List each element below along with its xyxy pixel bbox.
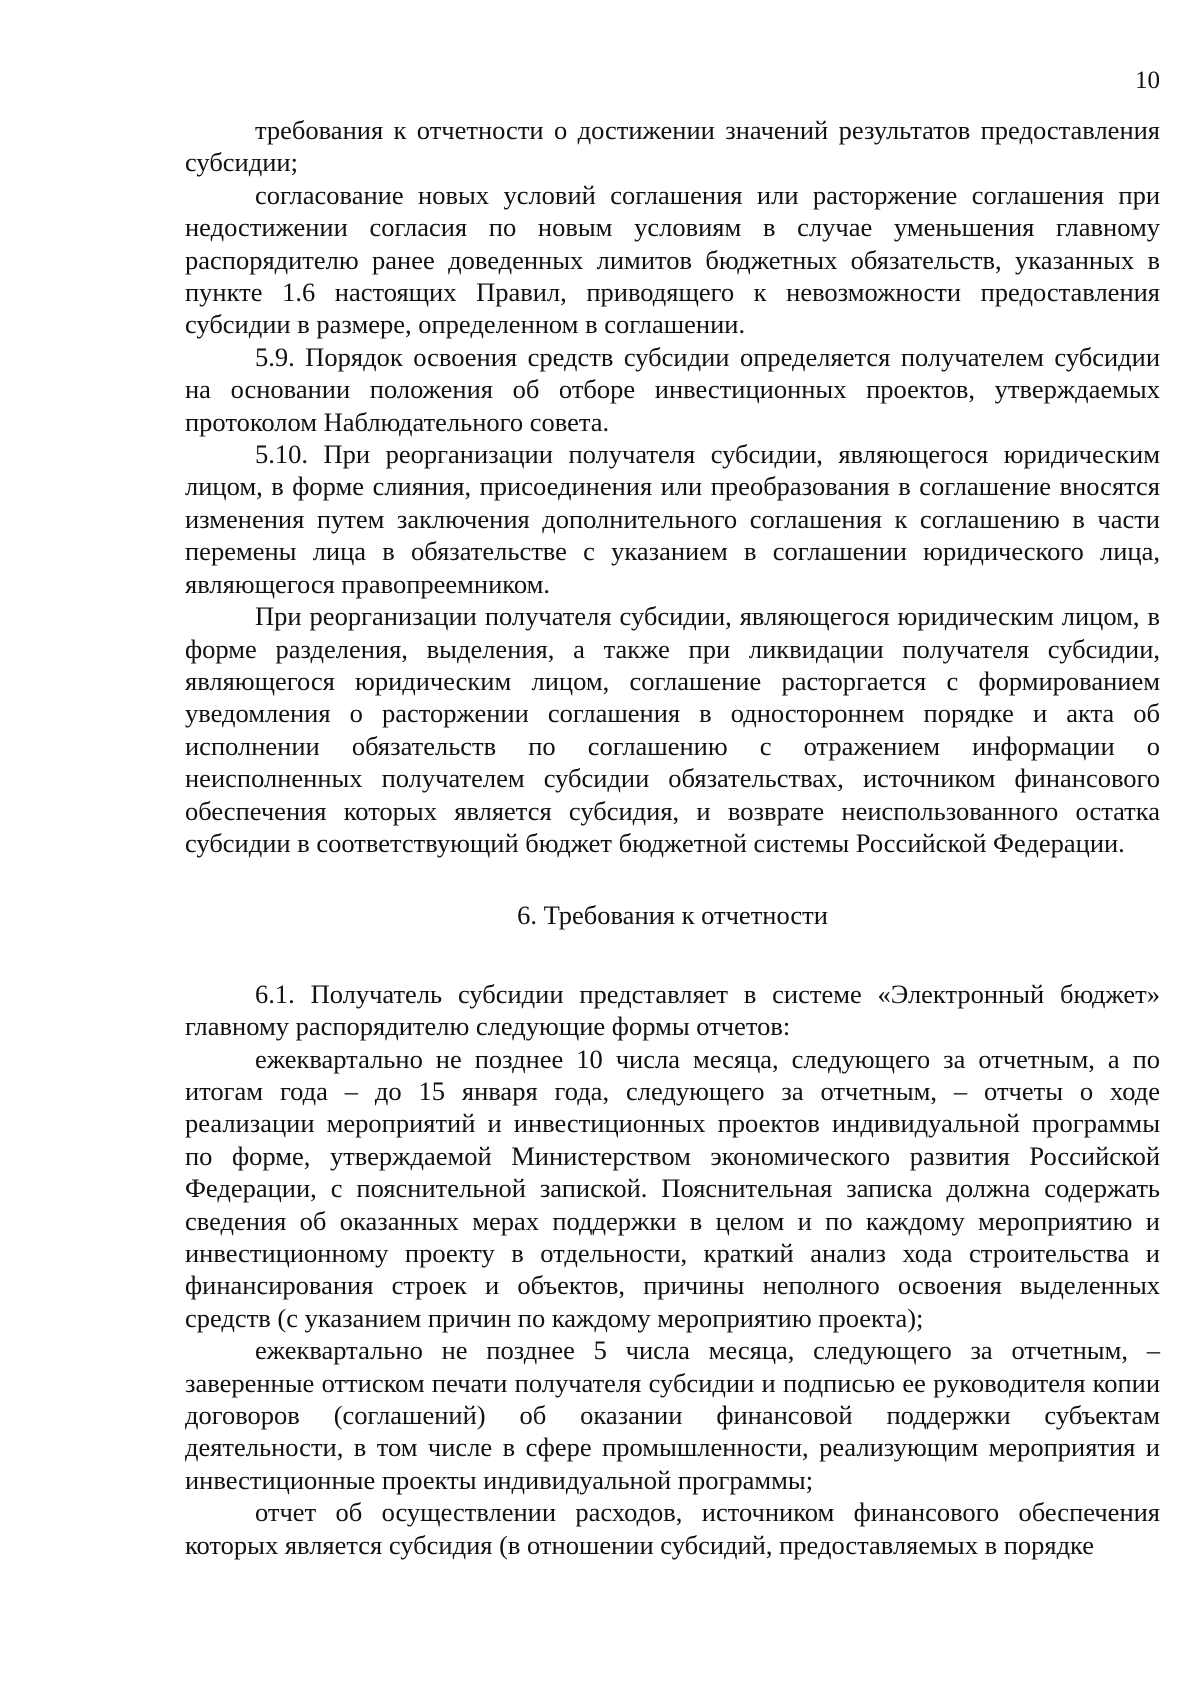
paragraph: согласование новых условий соглашения или расторжение соглашения при недостижении согласия по новым условиям в случае уменьшения главному распорядителю ранее доведенных лимитов бюджетных обязательств, указанных в пункте 1.6 настоящих Правил, приводящего к невозможности предоставления субсидии в размере, определенном в соглашении. bbox=[185, 179, 1160, 340]
section-heading: 6. Требования к отчетности bbox=[517, 900, 828, 931]
paragraph: отчет об осуществлении расходов, источником финансового обеспечения которых является субсидия (в отношении субсидий, предоставляемых в порядке bbox=[185, 1497, 1160, 1560]
paragraph: ежеквартально не позднее 5 числа месяца, следующего за отчетным, – заверенные оттиском печати получателя субсидии и подписью ее руководителя копии договоров (соглашений) об оказании финансовой поддержки субъектам деятельности, в том числе в сфере промышленности, реализующим мероприятия и инвестиционные проекты индивидуальной программы; bbox=[185, 1335, 1160, 1495]
paragraph: ежеквартально не позднее 10 числа месяца, следующего за отчетным, а по итогам года – до 15 января года, следующего за отчетным, – отчеты о ходе реализации мероприятий и инвестиционных проектов индивидуальной программы по форме, утверждаемой Министерством экономического развития Российской Федерации, с пояснительной запиской. Пояснительная записка должна содержать сведения об оказанных мерах поддержки в целом и по каждому мероприятию и инвестиционному проекту в отдельности, краткий анализ хода строительства и финансирования строек и объектов, причины неполного освоения выделенных средств (с указанием причин по каждому мероприятию проекта); bbox=[185, 1043, 1160, 1333]
paragraph: 5.9. Порядок освоения средств субсидии определяется получателем субсидии на основании положения об отборе инвестиционных проектов, утверждаемых протоколом Наблюдательного совета. bbox=[185, 341, 1160, 437]
page-number: 10 bbox=[1135, 67, 1160, 94]
paragraph: 5.10. При реорганизации получателя субсидии, являющегося юридическим лицом, в форме слияния, присоединения или преобразования в соглашение вносятся изменения путем заключения дополнительного соглашения к соглашению в части перемены лица в обязательстве с указанием в соглашении юридического лица, являющегося правопреемником. bbox=[185, 439, 1160, 599]
paragraph: требования к отчетности о достижении значений результатов предоставления субсидии; bbox=[185, 115, 1160, 178]
paragraph: 6.1. Получатель субсидии представляет в системе «Электронный бюджет» главному распорядителю следующие формы отчетов: bbox=[185, 978, 1160, 1042]
document-body bbox=[185, 114, 1160, 1561]
paragraph: При реорганизации получателя субсидии, являющегося юридическим лицом, в форме разделения, выделения, а также при ликвидации получателя субсидии, являющегося юридическим лицом, соглашение расторгается с формированием уведомления о расторжении соглашения в одностороннем порядке и акта об исполнении обязательств по соглашению с отражением информации о неисполненных получателем субсидии обязательствах, источником финансового обеспечения которых является субсидия, и возврате неиспользованного остатка субсидии в соответствующий бюджет бюджетной системы Российской Федерации. bbox=[185, 601, 1160, 858]
